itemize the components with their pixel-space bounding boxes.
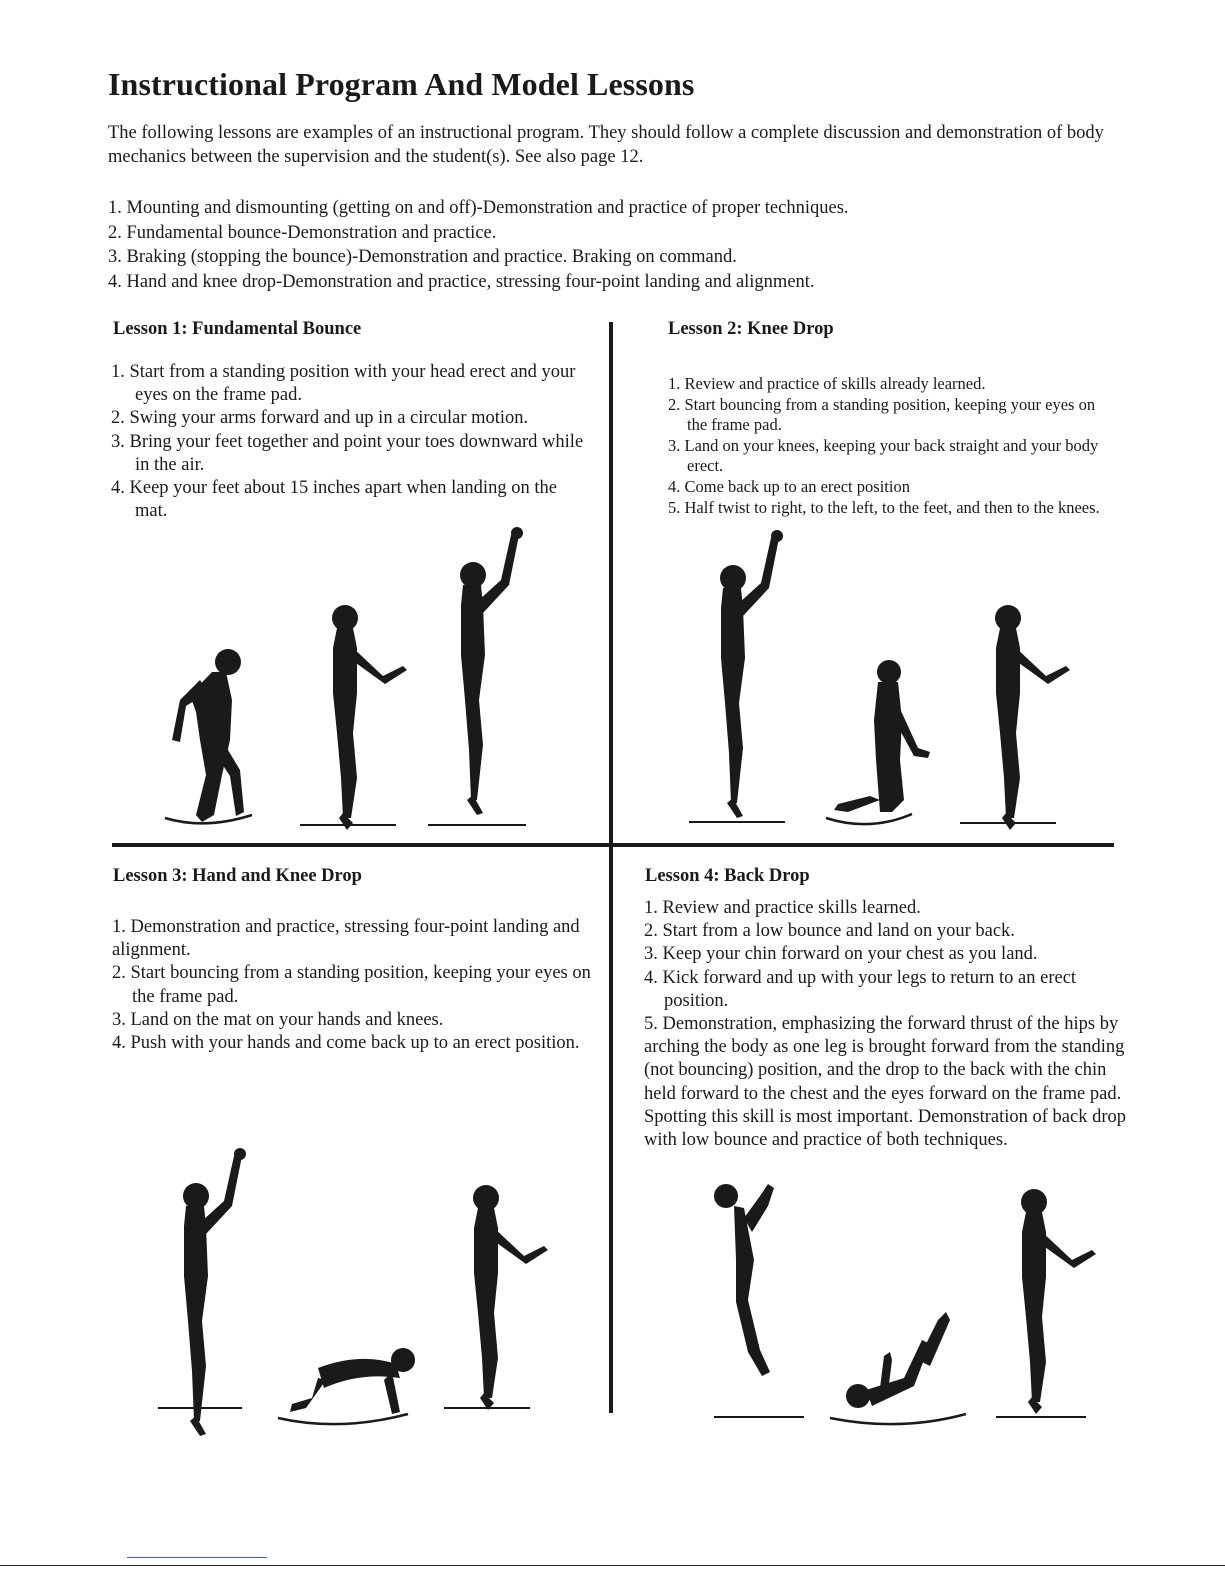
lesson-step: 4. Keep your feet about 15 inches apart when landing on the mat.: [111, 478, 557, 522]
lesson-step: 3. Land on your knees, keeping your back straight and your body erect.: [668, 435, 1099, 476]
lesson-2-title: Lesson 2: Knee Drop: [668, 319, 834, 339]
lesson-step: 2. Swing your arms forward and up in a circular motion.: [111, 408, 529, 429]
lesson-step: 3. Keep your chin forward on your chest as you land.: [644, 944, 1038, 965]
lesson-step: 1. Start from a standing position with your head erect and your eyes on the frame pad.: [111, 362, 576, 406]
overview-item: 3. Braking (stopping the bounce)-Demonstration and practice. Braking on command.: [108, 247, 737, 267]
lesson-3-figures: [158, 1148, 548, 1436]
lesson-step: 3. Bring your feet together and point your toes downward while in the air.: [111, 431, 584, 475]
lesson-1-figures: [165, 527, 526, 830]
lesson-step: 4. Come back up to an erect position: [668, 476, 910, 496]
footer-rule: [127, 1557, 267, 1558]
lesson-4-figures: [714, 1184, 1096, 1424]
lesson-1-title: Lesson 1: Fundamental Bounce: [113, 319, 362, 339]
page-title: Instructional Program And Model Lessons: [108, 66, 695, 102]
lesson-step: 4. Kick forward and up with your legs to return to an erect position.: [644, 967, 1077, 1011]
lesson-step: 1. Review and practice skills learned.: [644, 898, 921, 918]
lesson-3-title: Lesson 3: Hand and Knee Drop: [113, 866, 362, 886]
overview-item: 1. Mounting and dismounting (getting on and off)-Demonstration and practice of proper techniques.: [108, 198, 849, 218]
lesson-4-title: Lesson 4: Back Drop: [645, 866, 810, 886]
lesson-step: 2. Start from a low bounce and land on your back.: [644, 921, 1015, 942]
lesson-step: 1. Demonstration and practice, stressing four-point landing and alignment.: [112, 917, 580, 961]
page-bottom-edge: [0, 1565, 1225, 1566]
lesson-2-figures: [689, 530, 1070, 830]
overview-item: 2. Fundamental bounce-Demonstration and practice.: [108, 222, 497, 243]
intro-paragraph: The following lessons are examples of an instructional program. They should follow a complete discussion and demonstration of body mechanics between the supervision and the student(s). See also page 12.: [108, 123, 1104, 167]
lesson-step: 4. Push with your hands and come back up to an erect position.: [112, 1033, 580, 1054]
lesson-step: 5. Demonstration, emphasizing the forward thrust of the hips by arching the body as one leg is brought forward from the standing (not bouncing) position, and the drop to the back with the chin held forward to the chest and the eyes forward on the frame pad. Spotting this skill is most important. Demonstration of back drop with low bounce and practice of both techniques.: [644, 1014, 1127, 1151]
overview-item: 4. Hand and knee drop-Demonstration and practice, stressing four-point landing and alignment.: [108, 271, 815, 292]
lesson-step: 5. Half twist to right, to the left, to the feet, and then to the knees.: [668, 497, 1100, 517]
lesson-step: 2. Start bouncing from a standing position, keeping your eyes on the frame pad.: [668, 394, 1096, 435]
lesson-step: 2. Start bouncing from a standing position, keeping your eyes on the frame pad.: [112, 963, 591, 1007]
lesson-step: 1. Review and practice of skills already learned.: [668, 374, 986, 393]
lesson-step: 3. Land on the mat on your hands and knees.: [112, 1009, 444, 1030]
